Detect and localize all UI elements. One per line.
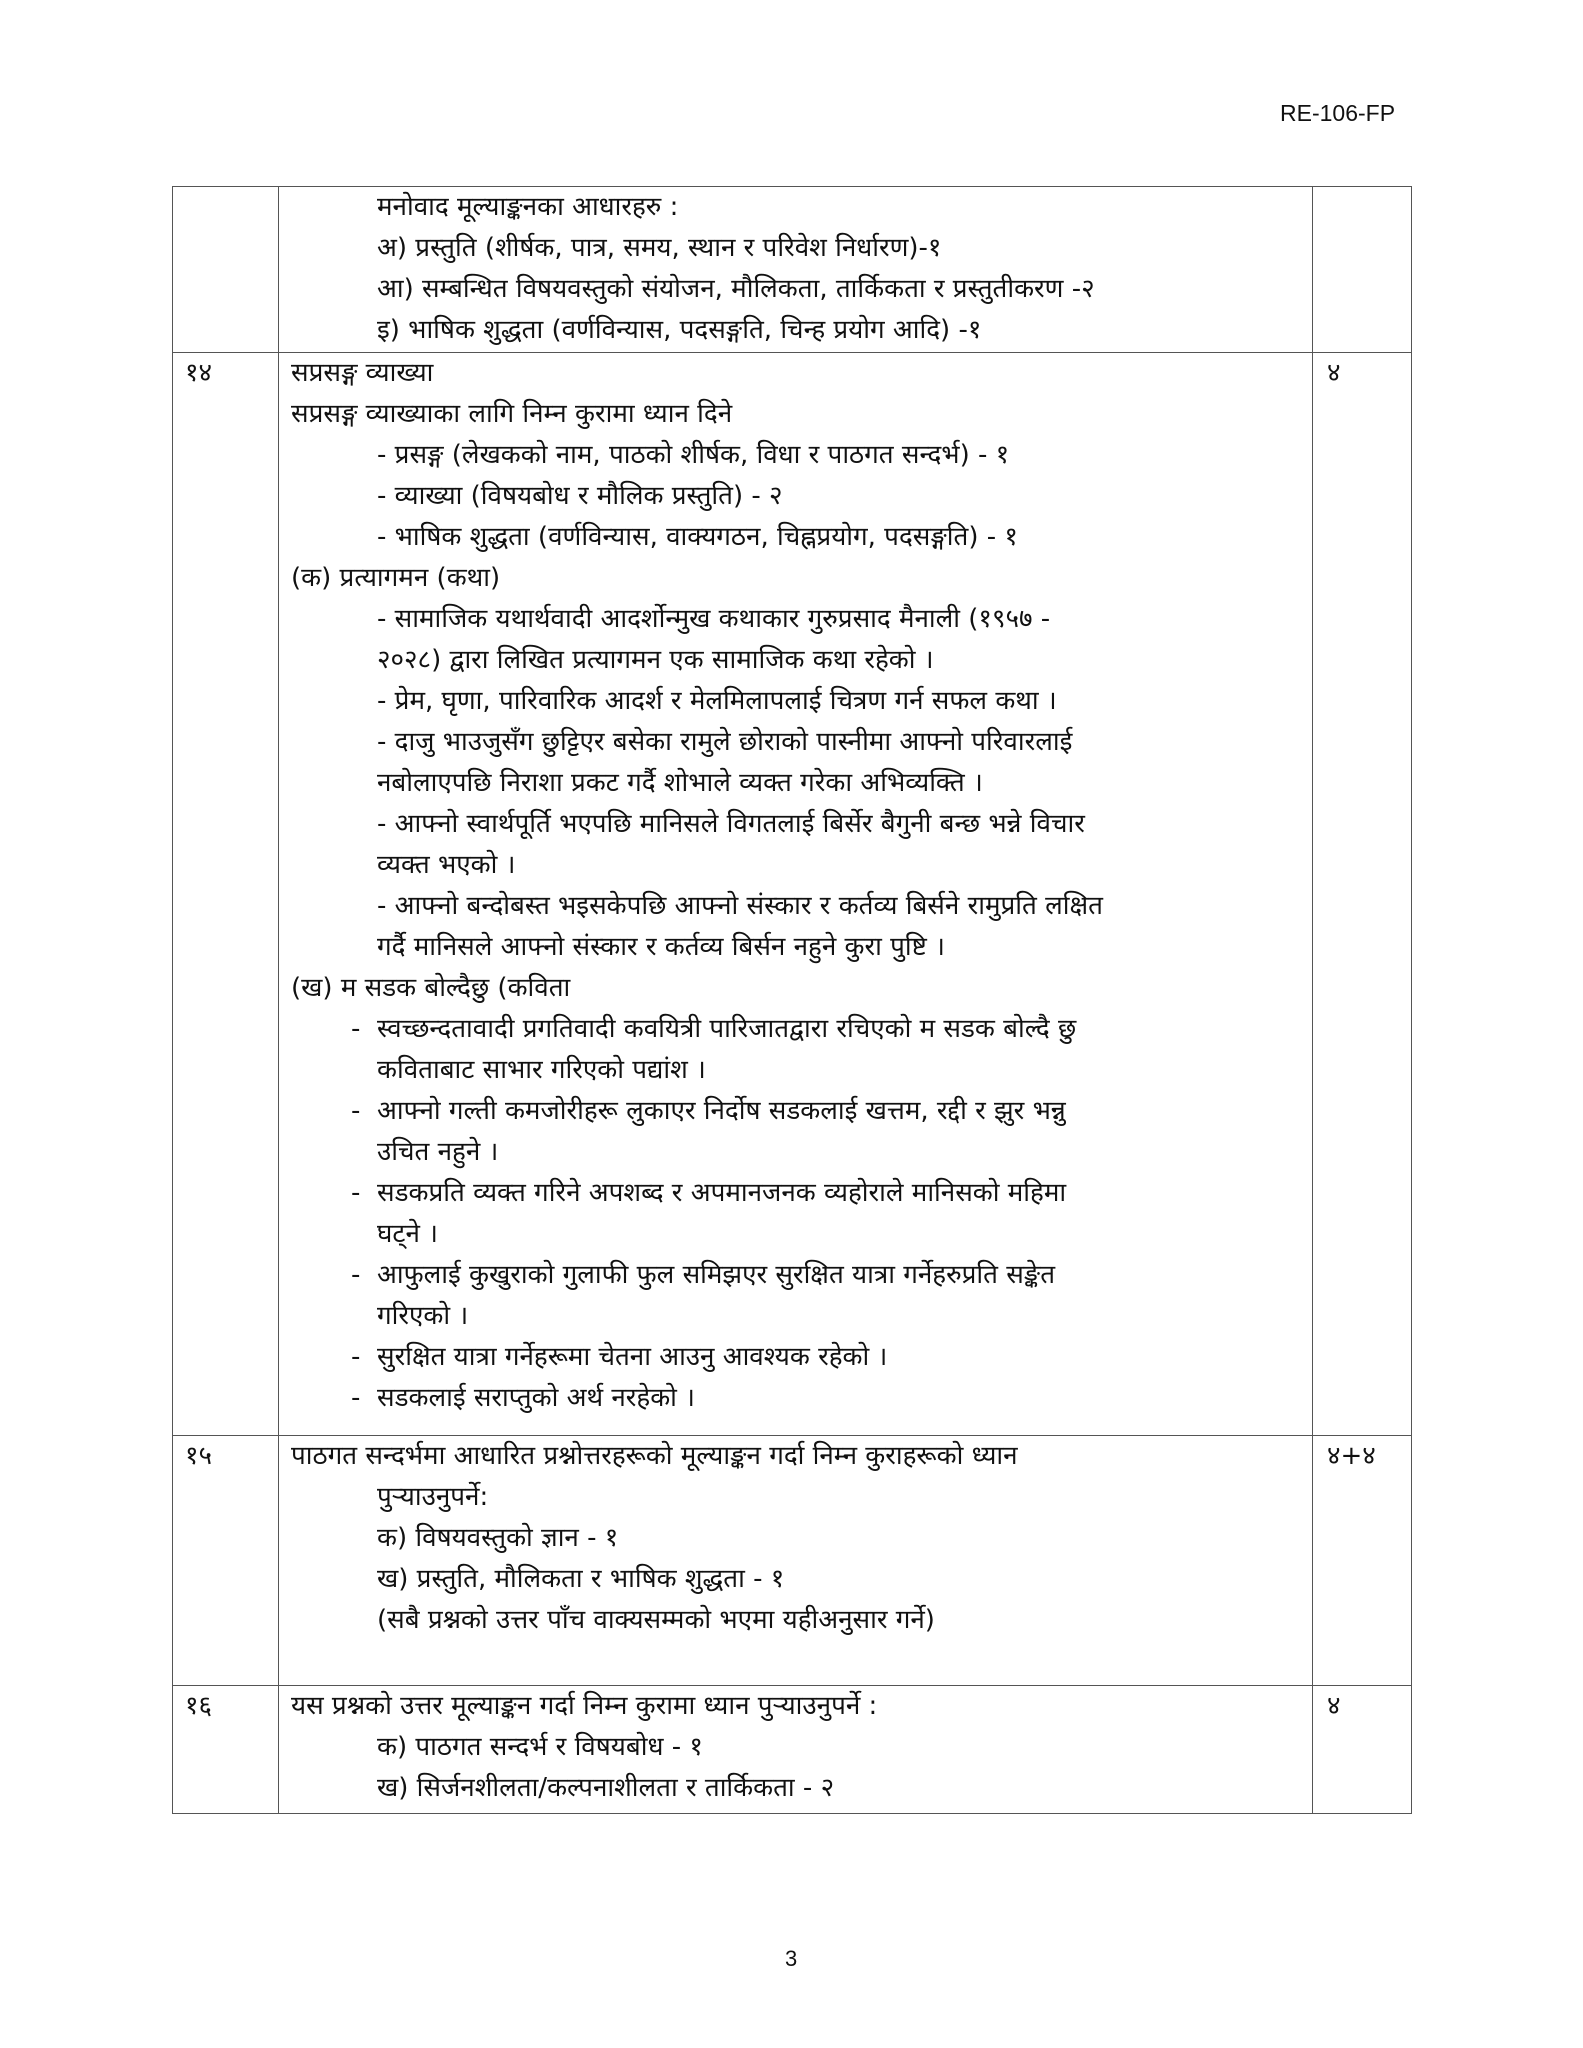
- criteria-line: - भाषिक शुद्धता (वर्णविन्यास, वाक्यगठन, चिह्नप्रयोग, पदसङ्गति) - १: [377, 522, 1018, 552]
- marks-value: ४: [1313, 353, 1412, 1436]
- bullet-text: आफुलाई कुखुराको गुलाफी फुल समिझएर सुरक्षित यात्रा गर्नेहरुप्रति सङ्केत: [377, 1260, 1056, 1290]
- dash-bullet: -: [351, 1383, 361, 1413]
- bullet-line: [291, 1173, 1304, 1214]
- criteria-line: इ) भाषिक शुद्धता (वर्णविन्यास, पदसङ्गति, चिन्ह प्रयोग आदि) -१: [377, 315, 982, 345]
- marking-criteria: [279, 353, 1313, 1436]
- bullet-text: सुरक्षित यात्रा गर्नेहरूमा चेतना आउनु आवश्यक रहेको ।: [377, 1342, 888, 1372]
- bullet-text: सडकलाई सराप्तुको अर्थ नरहेको ।: [377, 1383, 696, 1413]
- marks-value: ४: [1313, 1686, 1412, 1814]
- bullet-continuation: उचित नहुने ।: [377, 1137, 499, 1167]
- bullet-text: आफ्नो गल्ती कमजोरीहरू लुकाएर निर्दोष सडकलाई खत्तम, रद्दी र झुर भन्नु: [377, 1096, 1066, 1126]
- criteria-line: - आफ्नो बन्दोबस्त भइसकेपछि आफ्नो संस्कार र कर्तव्य बिर्सने रामुप्रति लक्षित: [377, 891, 1103, 921]
- criteria-line: - सामाजिक यथार्थवादी आदर्शोन्मुख कथाकार गुरुप्रसाद मैनाली (१९५७ -: [377, 604, 1051, 634]
- table-row: [173, 353, 1412, 1436]
- criteria-line: यस प्रश्नको उत्तर मूल्याङ्कन गर्दा निम्न कुरामा ध्यान पुऱ्याउनुपर्ने :: [291, 1691, 878, 1721]
- dash-bullet: -: [351, 1260, 361, 1290]
- criteria-line: पाठगत सन्दर्भमा आधारित प्रश्नोत्तरहरूको मूल्याङ्कन गर्दा निम्न कुराहरूको ध्यान: [291, 1441, 1018, 1471]
- bullet-line: [291, 1337, 1304, 1378]
- criteria-line: - दाजु भाउजुसँग छुट्टिएर बसेका रामुले छोराको पास्नीमा आफ्नो परिवारलाई: [377, 727, 1073, 757]
- table-row: [173, 187, 1412, 353]
- question-number: १६: [173, 1686, 279, 1814]
- dash-bullet: -: [351, 1178, 361, 1208]
- criteria-line: (सबै प्रश्नको उत्तर पाँच वाक्यसम्मको भएमा यहीअनुसार गर्ने): [377, 1605, 935, 1635]
- criteria-line: - आफ्नो स्वार्थपूर्ति भएपछि मानिसले विगतलाई बिर्सेर बैगुनी बन्छ भन्ने विचार: [377, 809, 1085, 839]
- criteria-line: गर्दै मानिसले आफ्नो संस्कार र कर्तव्य बिर्सन नहुने कुरा पुष्टि ।: [377, 932, 945, 962]
- criteria-line: ख) सिर्जनशीलता/कल्पनाशीलता र तार्किकता - २: [377, 1773, 835, 1803]
- marks-value: [1313, 187, 1412, 353]
- bullet-line: [291, 1378, 1304, 1419]
- criteria-line: आ) सम्बन्धित विषयवस्तुको संयोजन, मौलिकता, तार्किकता र प्रस्तुतीकरण -२: [377, 274, 1095, 304]
- dash-bullet: -: [351, 1096, 361, 1126]
- criteria-line: - प्रेम, घृणा, पारिवारिक आदर्श र मेलमिलापलाई चित्रण गर्न सफल कथा ।: [377, 686, 1057, 716]
- bullet-continuation: कविताबाट साभार गरिएको पद्यांश ।: [377, 1055, 706, 1085]
- bullet-continuation: गरिएको ।: [377, 1301, 469, 1331]
- marks-value: ४+४: [1313, 1436, 1412, 1686]
- bullet-line: [291, 1009, 1304, 1050]
- question-number: १४: [173, 353, 279, 1436]
- page-number: 3: [785, 1946, 798, 1971]
- criteria-line: ख) प्रस्तुति, मौलिकता र भाषिक शुद्धता - १: [377, 1564, 785, 1594]
- criteria-heading: सप्रसङ्ग व्याख्या: [291, 358, 434, 388]
- dash-bullet: -: [351, 1342, 361, 1372]
- bullet-text: स्वच्छन्दतावादी प्रगतिवादी कवयित्री पारिजातद्वारा रचिएको म सडक बोल्दै छु: [377, 1014, 1077, 1044]
- bullet-line: [291, 1255, 1304, 1296]
- criteria-line: पुऱ्याउनुपर्ने:: [377, 1482, 489, 1512]
- question-number: [173, 187, 279, 353]
- criteria-line: २०२८) द्वारा लिखित प्रत्यागमन एक सामाजिक कथा रहेको ।: [377, 645, 934, 675]
- criteria-subheading: (ख) म सडक बोल्दैछु (कविता: [291, 973, 571, 1003]
- criteria-line: अ) प्रस्तुति (शीर्षक, पात्र, समय, स्थान र परिवेश निर्धारण)-१: [377, 233, 942, 263]
- criteria-line: क) विषयवस्तुको ज्ञान - १: [377, 1523, 619, 1553]
- criteria-line: नबोलाएपछि निराशा प्रकट गर्दै शोभाले व्यक्त गरेका अभिव्यक्ति ।: [377, 768, 983, 798]
- criteria-line: सप्रसङ्ग व्याख्याका लागि निम्न कुरामा ध्यान दिने: [291, 399, 733, 429]
- marking-scheme-table: [172, 186, 1412, 1814]
- criteria-subheading: (क) प्रत्यागमन (कथा): [291, 563, 501, 593]
- criteria-line: व्यक्त भएको ।: [377, 850, 516, 880]
- table-row: [173, 1686, 1412, 1814]
- criteria-line: - व्याख्या (विषयबोध र मौलिक प्रस्तुति) - २: [377, 481, 783, 511]
- marking-criteria: [279, 1436, 1313, 1686]
- criteria-line: - प्रसङ्ग (लेखकको नाम, पाठको शीर्षक, विधा र पाठगत सन्दर्भ) - १: [377, 440, 1010, 470]
- bullet-continuation: घट्ने ।: [377, 1219, 439, 1249]
- marking-criteria: [279, 187, 1313, 353]
- criteria-line: क) पाठगत सन्दर्भ र विषयबोध - १: [377, 1732, 703, 1762]
- dash-bullet: -: [351, 1014, 361, 1044]
- bullet-line: [291, 1091, 1304, 1132]
- criteria-line: मनोवाद मूल्याङ्कनका आधारहरु :: [377, 192, 679, 222]
- marking-criteria: [279, 1686, 1313, 1814]
- bullet-text: सडकप्रति व्यक्त गरिने अपशब्द र अपमानजनक व्यहोराले मानिसको महिमा: [377, 1178, 1067, 1208]
- document-code: RE-106-FP: [1280, 100, 1396, 126]
- table-row: [173, 1436, 1412, 1686]
- question-number: १५: [173, 1436, 279, 1686]
